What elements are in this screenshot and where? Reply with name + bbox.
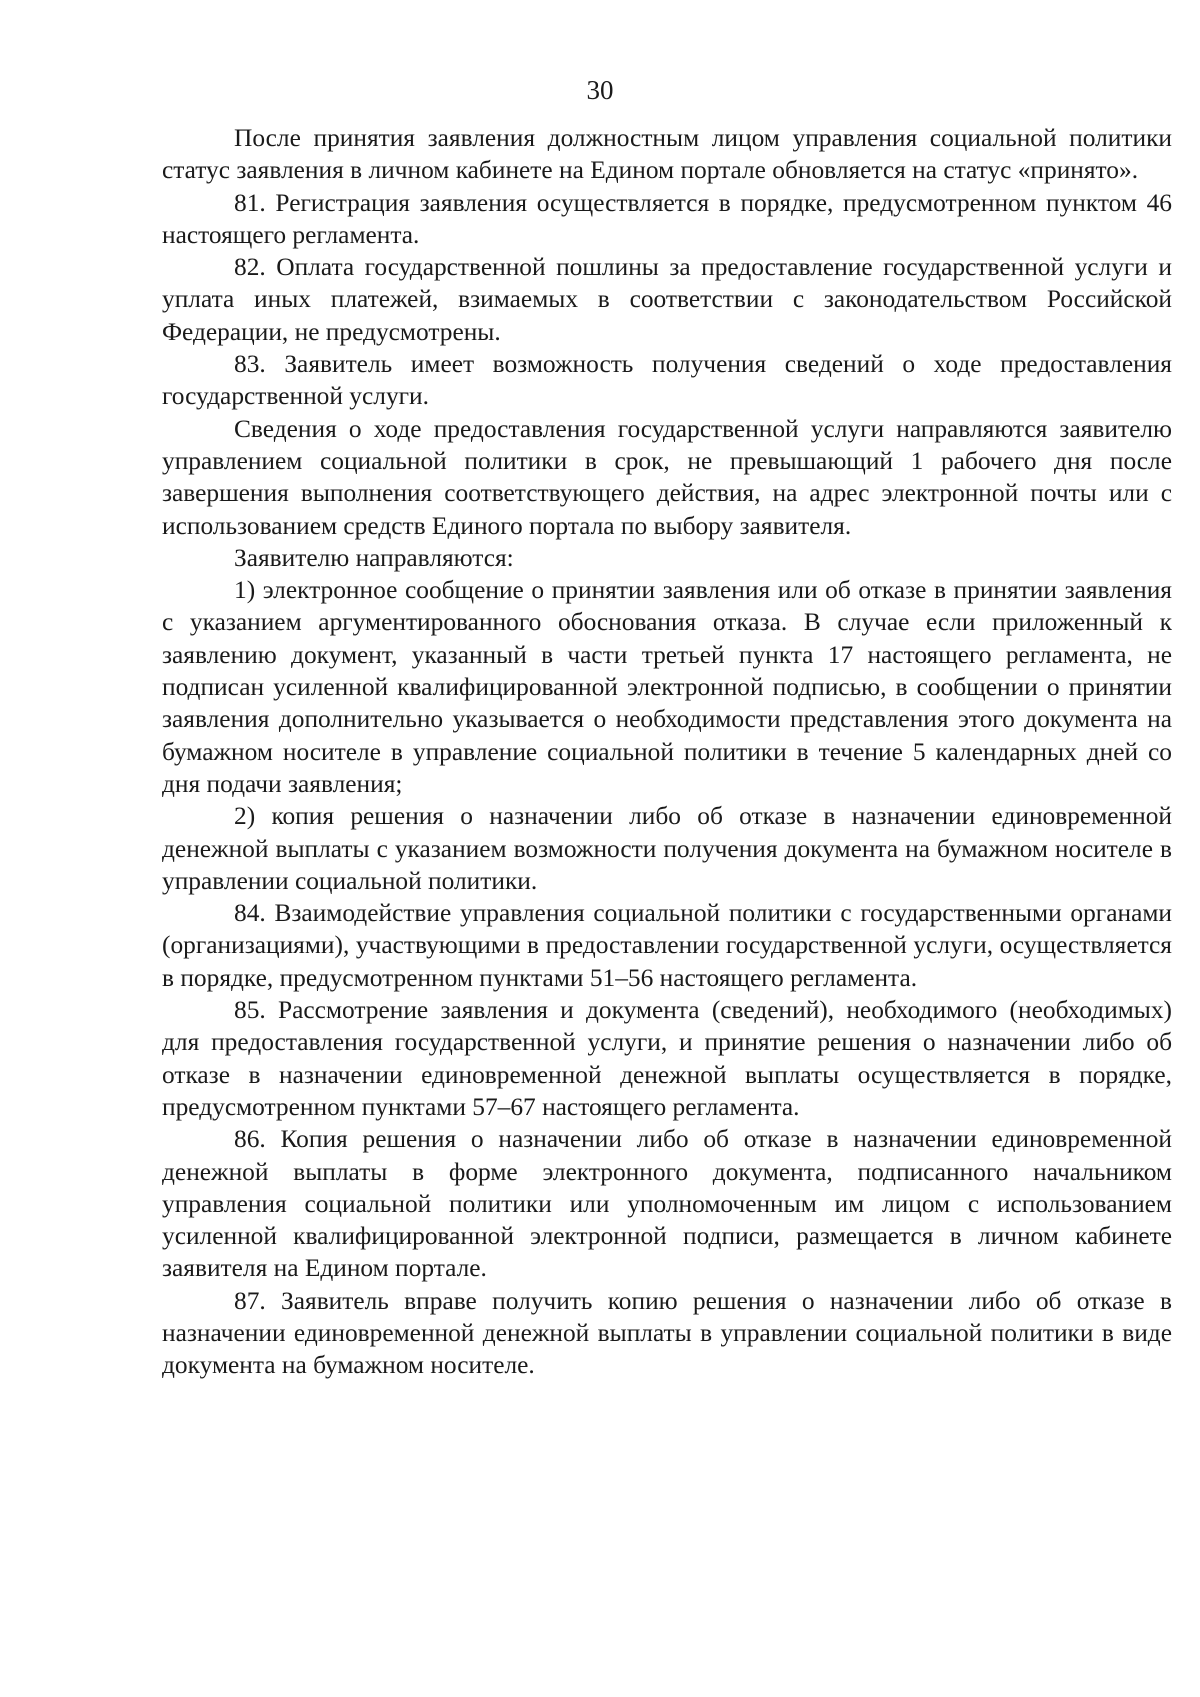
page-number: 30 [586,75,614,105]
paragraph-notifications-intro: Заявителю направляются: [234,543,514,572]
paragraph-81: 81. Регистрация заявления осуществляется в порядке, предусмотренном пунктом 46 настоящего регламента. [162,188,1172,249]
paragraph-87: 87. Заявитель вправе получить копию решения о назначении либо об отказе в назначении единовременной денежной выплаты в управлении социальной политики в виде документа на бумажном носителе. [162,1286,1172,1380]
paragraph-notification-item-2: 2) копия решения о назначении либо об отказе в назначении единовременной денежной выплаты с указанием возможности получения документа на бумажном носителе в управлении социальной политики. [162,802,1172,895]
paragraph-83: 83. Заявитель имеет возможность получения сведений о ходе предоставления государственной услуги. [162,350,1172,411]
paragraph-86: 86. Копия решения о назначении либо об отказе в назначении единовременной денежной выплаты в форме электронного документа, подписанного начальником управления социальной политики или уполномоченным им лицом с использованием усиленной квалифицированной электронной подписи, размещается в личном кабинете заявителя на Едином портале. [162,1125,1172,1283]
paragraph-notification-item-1: 1) электронное сообщение о принятии заявления или об отказе в принятии заявления с указанием аргументированного обоснования отказа. В случае если приложенный к заявлению документ, указанный в части третьей пункта 17 настоящего регламента, не подписан усиленной квалифицированной электронной подписью, в сообщении о принятии заявления дополнительно указывается о необходимости представления этого документа на бумажном носителе в управление социальной политики в течение 5 календарных дней со дня подачи заявления; [162,576,1172,798]
paragraph-82: 82. Оплата государственной пошлины за предоставление государственной услуги и уплата иных платежей, взимаемых в соответствии с законодательством Российской Федерации, не предусмотрены. [162,253,1172,346]
paragraph-84: 84. Взаимодействие управления социальной политики с государственными органами (организациями), участвующими в предоставлении государственной услуги, осуществляется в порядке, предусмотренном пунктами 51–56 настоящего регламента. [162,899,1172,992]
paragraph-85: 85. Рассмотрение заявления и документа (сведений), необходимого (необходимых) для предоставления государственной услуги, и принятие решения о назначении либо об отказе в назначении единовременной денежной выплаты осуществляется в порядке, предусмотренном пунктами 57–67 настоящего регламента. [162,996,1172,1121]
paragraph-status-update: После принятия заявления должностным лицом управления социальной политики статус заявления в личном кабинете на Едином портале обновляется на статус «принято». [162,124,1172,185]
document-body [162,122,1172,1382]
paragraph-progress-info: Сведения о ходе предоставления государственной услуги направляются заявителю управлением социальной политики в срок, не превышающий 1 рабочего дня после завершения выполнения соответствующего действия, на адрес электронной почты или с использованием средств Единого портала по выбору заявителя. [162,414,1172,540]
